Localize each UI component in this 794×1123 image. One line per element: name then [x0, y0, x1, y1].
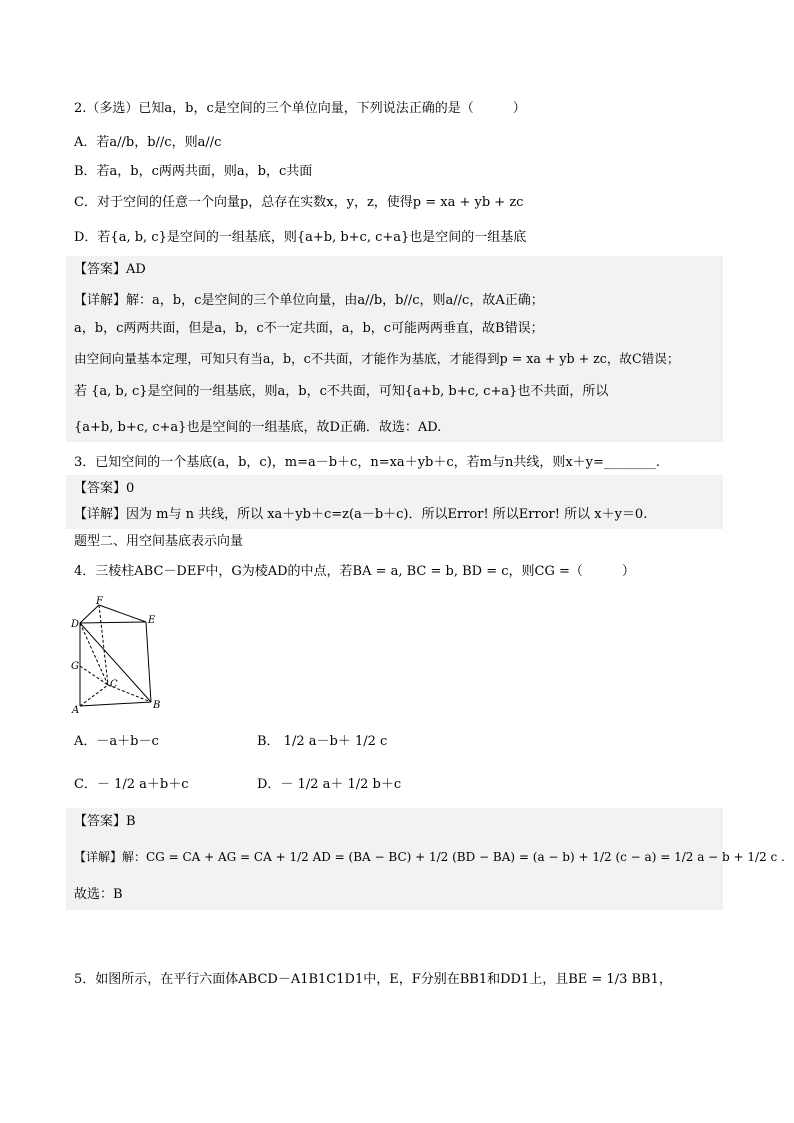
- q2-detail-1: 【详解】解：a，b，c是空间的三个单位向量，由a//b，b//c，则a//c，故A正确；: [74, 293, 544, 308]
- edge-FE: [99, 605, 146, 622]
- q2-option-d: D．若{a, b, c}是空间的一组基底，则{a+b, b+c, c+a}也是空间的一组基底: [74, 230, 527, 245]
- q4-stem: 4．三棱柱ABC－DEF中，G为棱AD的中点，若BA = a, BC = b, BD = c，则CG =（ ）: [74, 564, 635, 579]
- edge-AC: [80, 685, 108, 706]
- q2-option-c: C．对于空间的任意一个向量p，总存在实数x，y，z，使得p = xa + yb + zc: [74, 195, 524, 210]
- q4-answer: 【答案】B: [74, 814, 136, 829]
- q4-option-d: D．－ 1/2 a＋ 1/2 b＋c: [257, 777, 402, 792]
- q2-option-b: B．若a，b，c两两共面，则a，b，c共面: [74, 164, 313, 179]
- edge-EB: [146, 622, 151, 702]
- q3-detail: 【详解】因为 m与 n 共线，所以 xa＋yb＋c=z(a－b＋c)．所以Error! 所以Error! 所以 x＋y＝0.: [74, 507, 648, 522]
- q4-option-a: A．－a＋b－c: [74, 734, 159, 749]
- q4-option-c: C．－ 1/2 a＋b＋c: [74, 777, 189, 792]
- label-E: E: [148, 615, 156, 626]
- q2-detail-4: 若 {a, b, c}是空间的一组基底，则a，b，c不共面，可知{a+b, b+c, c+a}也不共面，所以: [74, 384, 609, 399]
- edge-AB: [80, 702, 151, 706]
- label-D: D: [71, 619, 80, 630]
- q2-detail-2: a，b，c两两共面，但是a，b，c不一定共面，a，b，c可能两两垂直，故B错误；: [74, 321, 544, 336]
- q4-detail: 【详解】解：CG = CA + AG = CA + 1/2 AD = (BA − BC) + 1/2 (BD − BA) = (a − b) + 1/2 (c − a) = 1/2 a − b + 1/2 c .: [74, 850, 785, 864]
- edge-FD: [80, 605, 99, 623]
- q3-answer: 【答案】0: [74, 481, 135, 496]
- label-F: F: [96, 596, 103, 607]
- edge-DB: [80, 623, 151, 702]
- q4-option-b: B． 1/2 a－b＋ 1/2 c: [257, 734, 388, 749]
- q2-detail-3: 由空间向量基本定理，可知只有当a，b，c不共面，才能作为基底，才能得到p = xa + yb + zc，故C错误；: [74, 351, 680, 366]
- label-C: C: [110, 679, 118, 690]
- q3-stem: 3．已知空间的一个基底(a，b，c)，m=a－b＋c，n=xa＋yb＋c，若m与n共线，则x＋y=________.: [74, 455, 661, 470]
- q2-answer: 【答案】AD: [74, 262, 146, 277]
- q2-answer-box: [66, 256, 723, 442]
- section-title: 题型二、用空间基底表示向量: [74, 534, 244, 549]
- q4-conclusion: 故选：B: [74, 887, 123, 902]
- label-G: G: [71, 661, 79, 672]
- q2-option-a: A．若a//b，b//c，则a//c: [74, 135, 222, 150]
- label-B: B: [153, 700, 161, 711]
- edge-DE: [80, 622, 146, 623]
- q2-detail-5: {a+b, b+c, c+a}也是空间的一组基底，故D正确．故选：AD.: [74, 420, 442, 435]
- label-A: A: [72, 705, 80, 714]
- q2-stem: 2.（多选）已知a，b，c是空间的三个单位向量，下列说法正确的是（ ）: [74, 101, 526, 116]
- prism-figure: [66, 596, 166, 714]
- q5-stem: 5．如图所示，在平行六面体ABCD－A1B1C1D1中，E，F分别在BB1和DD1上，且BE = 1/3 BB1，: [74, 972, 672, 987]
